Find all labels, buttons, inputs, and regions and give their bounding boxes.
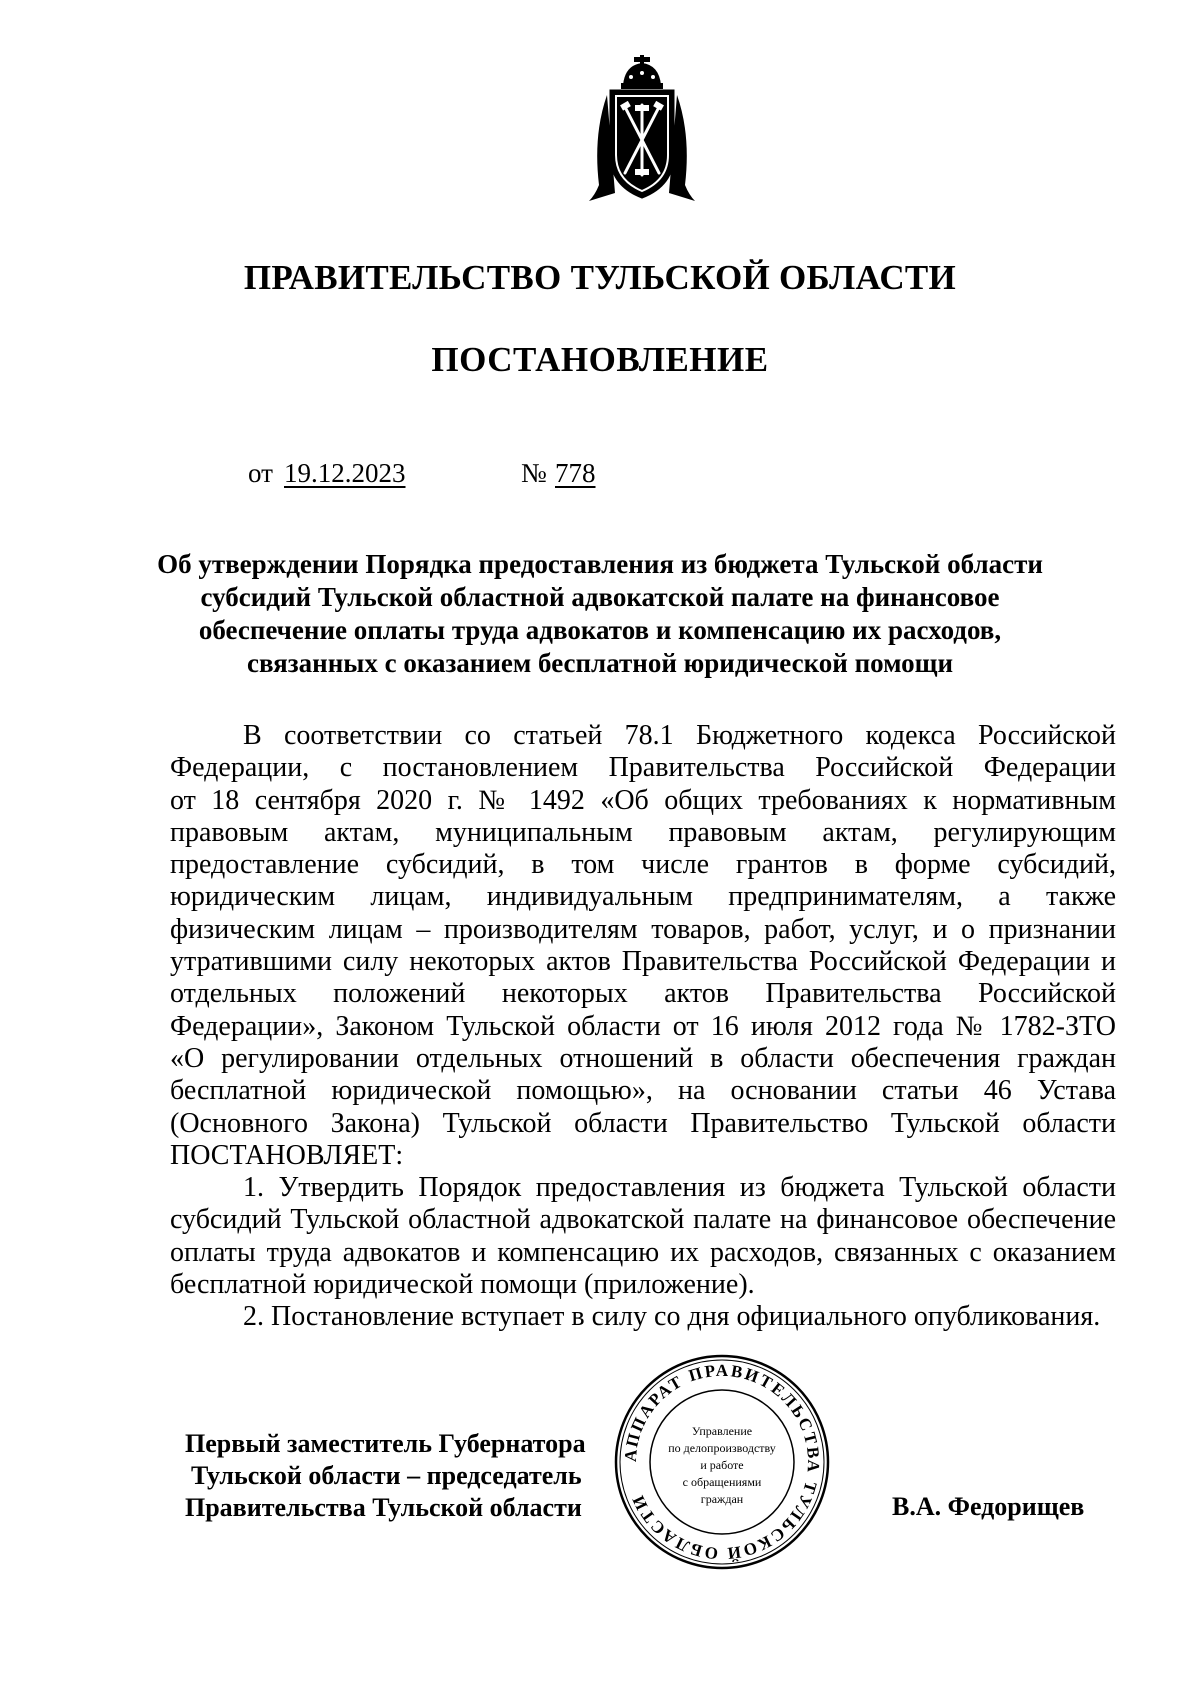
document-body [170, 720, 1116, 1334]
stamp-center-line: по делопроизводству [668, 1441, 776, 1455]
item-1-line: бесплатной юридической помощи (приложение). [170, 1269, 755, 1301]
item-2-line: 2. Постановление вступает в силу со дня официального опубликования. [243, 1301, 1101, 1333]
preamble-line: бесплатной юридической помощью», на основании статьи 46 Устава [170, 1075, 1116, 1107]
item-1-line: субсидий Тульской областной адвокатской палате на финансовое обеспечение [170, 1204, 1116, 1236]
position-line: Тульской области – председатель [191, 1461, 582, 1490]
preamble-line: Федерации, с постановлением Правительства Российской Федерации [170, 752, 1116, 784]
preamble-line: предоставление субсидий, в том числе грантов в форме субсидий, [170, 849, 1116, 881]
stamp-center-line: и работе [700, 1458, 744, 1472]
signatory-position [185, 1428, 586, 1524]
preamble-line: от 18 сентября 2020 г. № 1492 «Об общих требованиях к нормативным [170, 784, 1116, 816]
document-title [150, 548, 1050, 680]
item-1-line: оплаты труда адвокатов и компенсацию их расходов, связанных с оказанием [170, 1236, 1116, 1268]
preamble-line: отдельных положений некоторых актов Правительства Российской [170, 978, 1116, 1010]
stamp-center-line: граждан [700, 1492, 744, 1506]
signatory-name: В.А. Федорищев [892, 1492, 1085, 1521]
position-line: Правительства Тульской области [185, 1493, 582, 1522]
document-type: ПОСТАНОВЛЕНИЕ [431, 340, 769, 379]
preamble-line: юридическим лицам, индивидуальным предпринимателям, а также [170, 881, 1116, 913]
preamble-line: физическим лицам – производителям товаров, работ, услуг, и о признании [170, 913, 1116, 945]
title-line: Об утверждении Порядка предоставления из бюджета Тульской области [157, 549, 1043, 579]
title-line: связанных с оказанием бесплатной юридической помощи [246, 648, 954, 678]
preamble-line: Федерации», Законом Тульской области от 16 июля 2012 года № 1782-ЗТО [170, 1010, 1116, 1042]
item-1-line: 1. Утвердить Порядок предоставления из бюджета Тульской области [243, 1172, 1116, 1204]
title-line: обеспечение оплаты труда адвокатов и компенсацию их расходов, [198, 615, 1002, 645]
position-line: Первый заместитель Губернатора [185, 1429, 586, 1458]
date-prefix: от [248, 458, 273, 488]
preamble-line: правовым актам, муниципальным правовым актам, регулирующим [170, 816, 1116, 848]
number-prefix: № [521, 458, 547, 488]
organization-name: ПРАВИТЕЛЬСТВО ТУЛЬСКОЙ ОБЛАСТИ [243, 258, 957, 297]
document-number: 778 [555, 458, 596, 488]
preamble-line: В соответствии со статьей 78.1 Бюджетного кодекса Российской [243, 720, 1116, 751]
preamble-line: «О регулировании отдельных отношений в области обеспечения граждан [170, 1042, 1116, 1074]
preamble-line: (Основного Закона) Тульской области Правительство Тульской области [170, 1107, 1116, 1139]
official-stamp [612, 1352, 832, 1572]
stamp-ring-text: АППАРАТ ПРАВИТЕЛЬСТВА ТУЛЬСКОЙ ОБЛАСТИ [620, 1360, 824, 1564]
preamble-line: утратившими силу некоторых актов Правительства Российской Федерации и [170, 946, 1116, 978]
title-line: субсидий Тульской областной адвокатской палате на финансовое [200, 582, 1000, 612]
coat-of-arms-icon [585, 55, 699, 205]
stamp-center-line: с обращениями [682, 1475, 762, 1489]
document-date: 19.12.2023 [284, 458, 406, 488]
preamble-line: ПОСТАНОВЛЯЕТ: [170, 1139, 404, 1171]
stamp-center-line: Управление [691, 1424, 753, 1438]
